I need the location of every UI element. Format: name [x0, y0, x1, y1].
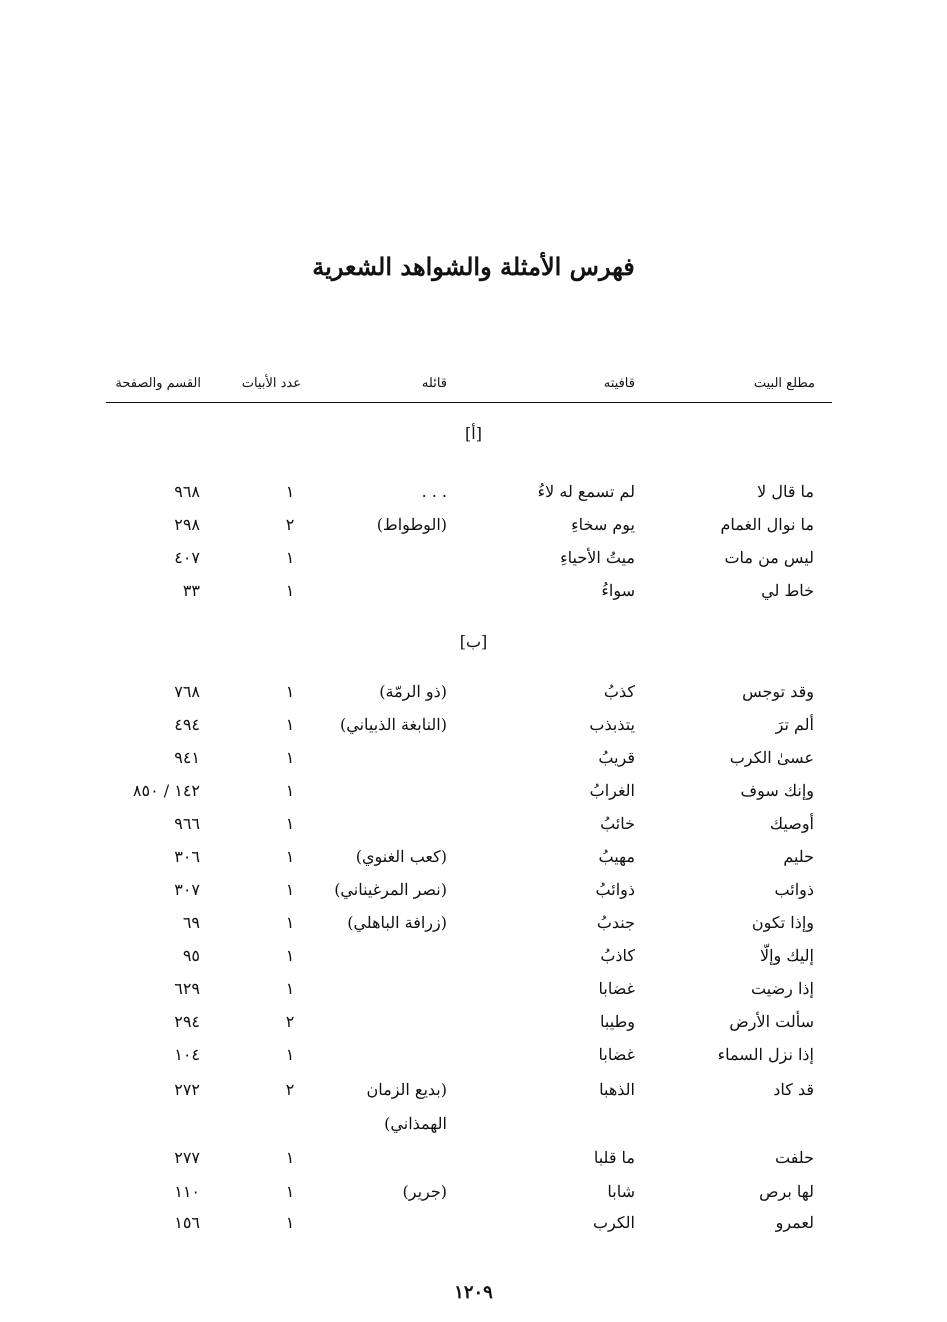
table-row: [0, 847, 947, 877]
rhyme: شابا: [607, 1182, 635, 1201]
verse-start: ذوائب: [774, 880, 814, 899]
verse-start: عسىٰ الكرب: [729, 748, 814, 767]
header-poet: قائله: [421, 376, 447, 391]
verse-count: ١: [285, 913, 295, 932]
verse-count: ٢: [285, 515, 295, 534]
verse-start: ألم ترَ: [775, 715, 814, 734]
section-page: ٩٦٦: [174, 814, 200, 833]
section-page: ١١٠: [174, 1182, 200, 1201]
verse-start: حليم: [783, 847, 814, 866]
section-page: ٣٠٧: [174, 880, 200, 899]
verse-count: ١: [285, 979, 295, 998]
section-page: ٧٦٨: [174, 682, 200, 701]
verse-count: ١: [285, 715, 295, 734]
verse-start: ليس من مات: [724, 548, 814, 567]
verse-count: ١: [285, 581, 295, 600]
poet: . . .: [421, 482, 447, 501]
section-page: ٤٠٧: [174, 548, 200, 567]
verse-start: ما قال لا: [757, 482, 814, 501]
table-row: [0, 682, 947, 712]
table-row: [0, 946, 947, 976]
verse-start: حلفت: [775, 1148, 814, 1167]
section-page: ٣٣: [182, 581, 200, 600]
table-row: [0, 482, 947, 512]
poet: (ذو الرمّة): [379, 682, 447, 701]
table-row: [0, 715, 947, 745]
verse-start: سألت الأرض: [729, 1012, 814, 1031]
section-page: ٢٩٨: [174, 515, 200, 534]
poet: (كعب الغنوي): [355, 847, 447, 866]
verse-count: ٢: [285, 1012, 295, 1031]
rhyme: مهيبُ: [598, 847, 635, 866]
rhyme: جندبُ: [596, 913, 635, 932]
rhyme: ميتُ الأحياءِ: [560, 548, 635, 567]
verse-start: إليك وإلّا: [759, 946, 814, 965]
rhyme: ذوائبُ: [595, 880, 635, 899]
rhyme: ما قلبا: [593, 1148, 635, 1167]
table-row: [0, 880, 947, 910]
rhyme: سواءُ: [601, 581, 635, 600]
section-page: ١٤٢ / ٨٥٠: [132, 781, 200, 800]
rhyme: الذهبا: [599, 1080, 635, 1099]
table-row: [0, 548, 947, 578]
section-page: ٦٢٩: [174, 979, 200, 998]
page-title: فهرس الأمثلة والشواهد الشعرية: [312, 252, 635, 281]
rhyme: قريبُ: [598, 748, 635, 767]
section-page: ٩٤١: [174, 748, 200, 767]
verse-count: ١: [285, 548, 295, 567]
verse-start: أوصيك: [769, 814, 814, 833]
rhyme: يوم سخاءِ: [571, 515, 635, 534]
poet: (زرافة الباهلي): [347, 913, 447, 932]
section-page: ٢٩٤: [174, 1012, 200, 1031]
section-page: ٢٧٧: [174, 1148, 200, 1167]
page-number: ١٢٠٩: [454, 1282, 493, 1303]
verse-count: ١: [285, 1045, 295, 1064]
verse-start: وقد توجس: [742, 682, 814, 701]
table-row: [0, 748, 947, 778]
header-rule: [106, 402, 832, 403]
table-row: [0, 1080, 947, 1110]
verse-start: لها برص: [759, 1182, 814, 1201]
section-page: ٢٧٢: [174, 1080, 200, 1099]
section-page: ٤٩٤: [174, 715, 200, 734]
poet: (النابغة الذبياني): [339, 715, 447, 734]
section-page: ١٥٦: [174, 1213, 200, 1232]
verse-start: وإنك سوف: [740, 781, 814, 800]
poet: الهمذاني): [384, 1114, 447, 1133]
table-row: [0, 1045, 947, 1075]
rhyme: خائبُ: [600, 814, 635, 833]
verse-start: إذا رضيت: [751, 979, 814, 998]
poet: (نصر المرغيناني): [334, 880, 447, 899]
verse-start: قد كاد: [773, 1080, 814, 1099]
verse-count: ١: [285, 1148, 295, 1167]
table-row: [0, 1213, 947, 1243]
verse-count: ١: [285, 814, 295, 833]
rhyme: غضابا: [598, 979, 635, 998]
verse-count: ١: [285, 1182, 295, 1201]
table-row: [0, 1114, 947, 1144]
poet: (الوطواط): [376, 515, 447, 534]
table-row: [0, 814, 947, 844]
header-verse-start: مطلع البيت: [753, 376, 815, 391]
rhyme: غضابا: [598, 1045, 635, 1064]
table-row: [0, 581, 947, 611]
section-page: ٩٥: [182, 946, 200, 965]
verse-start: لعمرو: [775, 1213, 814, 1232]
table-row: [0, 781, 947, 811]
table-row: [0, 913, 947, 943]
header-section-page: القسم والصفحة: [115, 376, 201, 391]
header-rhyme: قافيته: [603, 376, 635, 391]
verse-count: ١: [285, 1213, 295, 1232]
rhyme: الغرابُ: [589, 781, 635, 800]
section-label: [ب]: [459, 632, 488, 651]
verse-count: ١: [285, 748, 295, 767]
section-page: ٩٦٨: [174, 482, 200, 501]
rhyme: وطيبا: [600, 1012, 635, 1031]
rhyme: لم تسمع له لاءُ: [537, 482, 635, 501]
section-page: ١٠٤: [174, 1045, 200, 1064]
verse-start: ما نوال الغمام: [720, 515, 814, 534]
verse-count: ١: [285, 682, 295, 701]
verse-count: ١: [285, 880, 295, 899]
table-row: [0, 515, 947, 545]
verse-start: إذا نزل السماء: [717, 1045, 814, 1064]
rhyme: يتذبذب: [589, 715, 635, 734]
verse-count: ١: [285, 946, 295, 965]
header-verse-count: عدد الأبيات: [241, 376, 301, 391]
verse-count: ١: [285, 482, 295, 501]
rhyme: الكرب: [592, 1213, 635, 1232]
table-row: [0, 1182, 947, 1212]
verse-count: ١: [285, 847, 295, 866]
rhyme: كاذبُ: [600, 946, 635, 965]
verse-start: وإذا تكون: [751, 913, 814, 932]
section-page: ٣٠٦: [174, 847, 200, 866]
rhyme: كذبُ: [603, 682, 635, 701]
table-row: [0, 979, 947, 1009]
verse-count: ١: [285, 781, 295, 800]
table-row: [0, 1148, 947, 1178]
verse-count: ٢: [285, 1080, 295, 1099]
verse-start: خاط لي: [761, 581, 814, 600]
table-row: [0, 1012, 947, 1042]
poet: (جرير): [402, 1182, 447, 1201]
section-page: ٦٩: [182, 913, 200, 932]
poet: (بديع الزمان: [366, 1080, 447, 1099]
section-label: [أ]: [465, 424, 482, 443]
